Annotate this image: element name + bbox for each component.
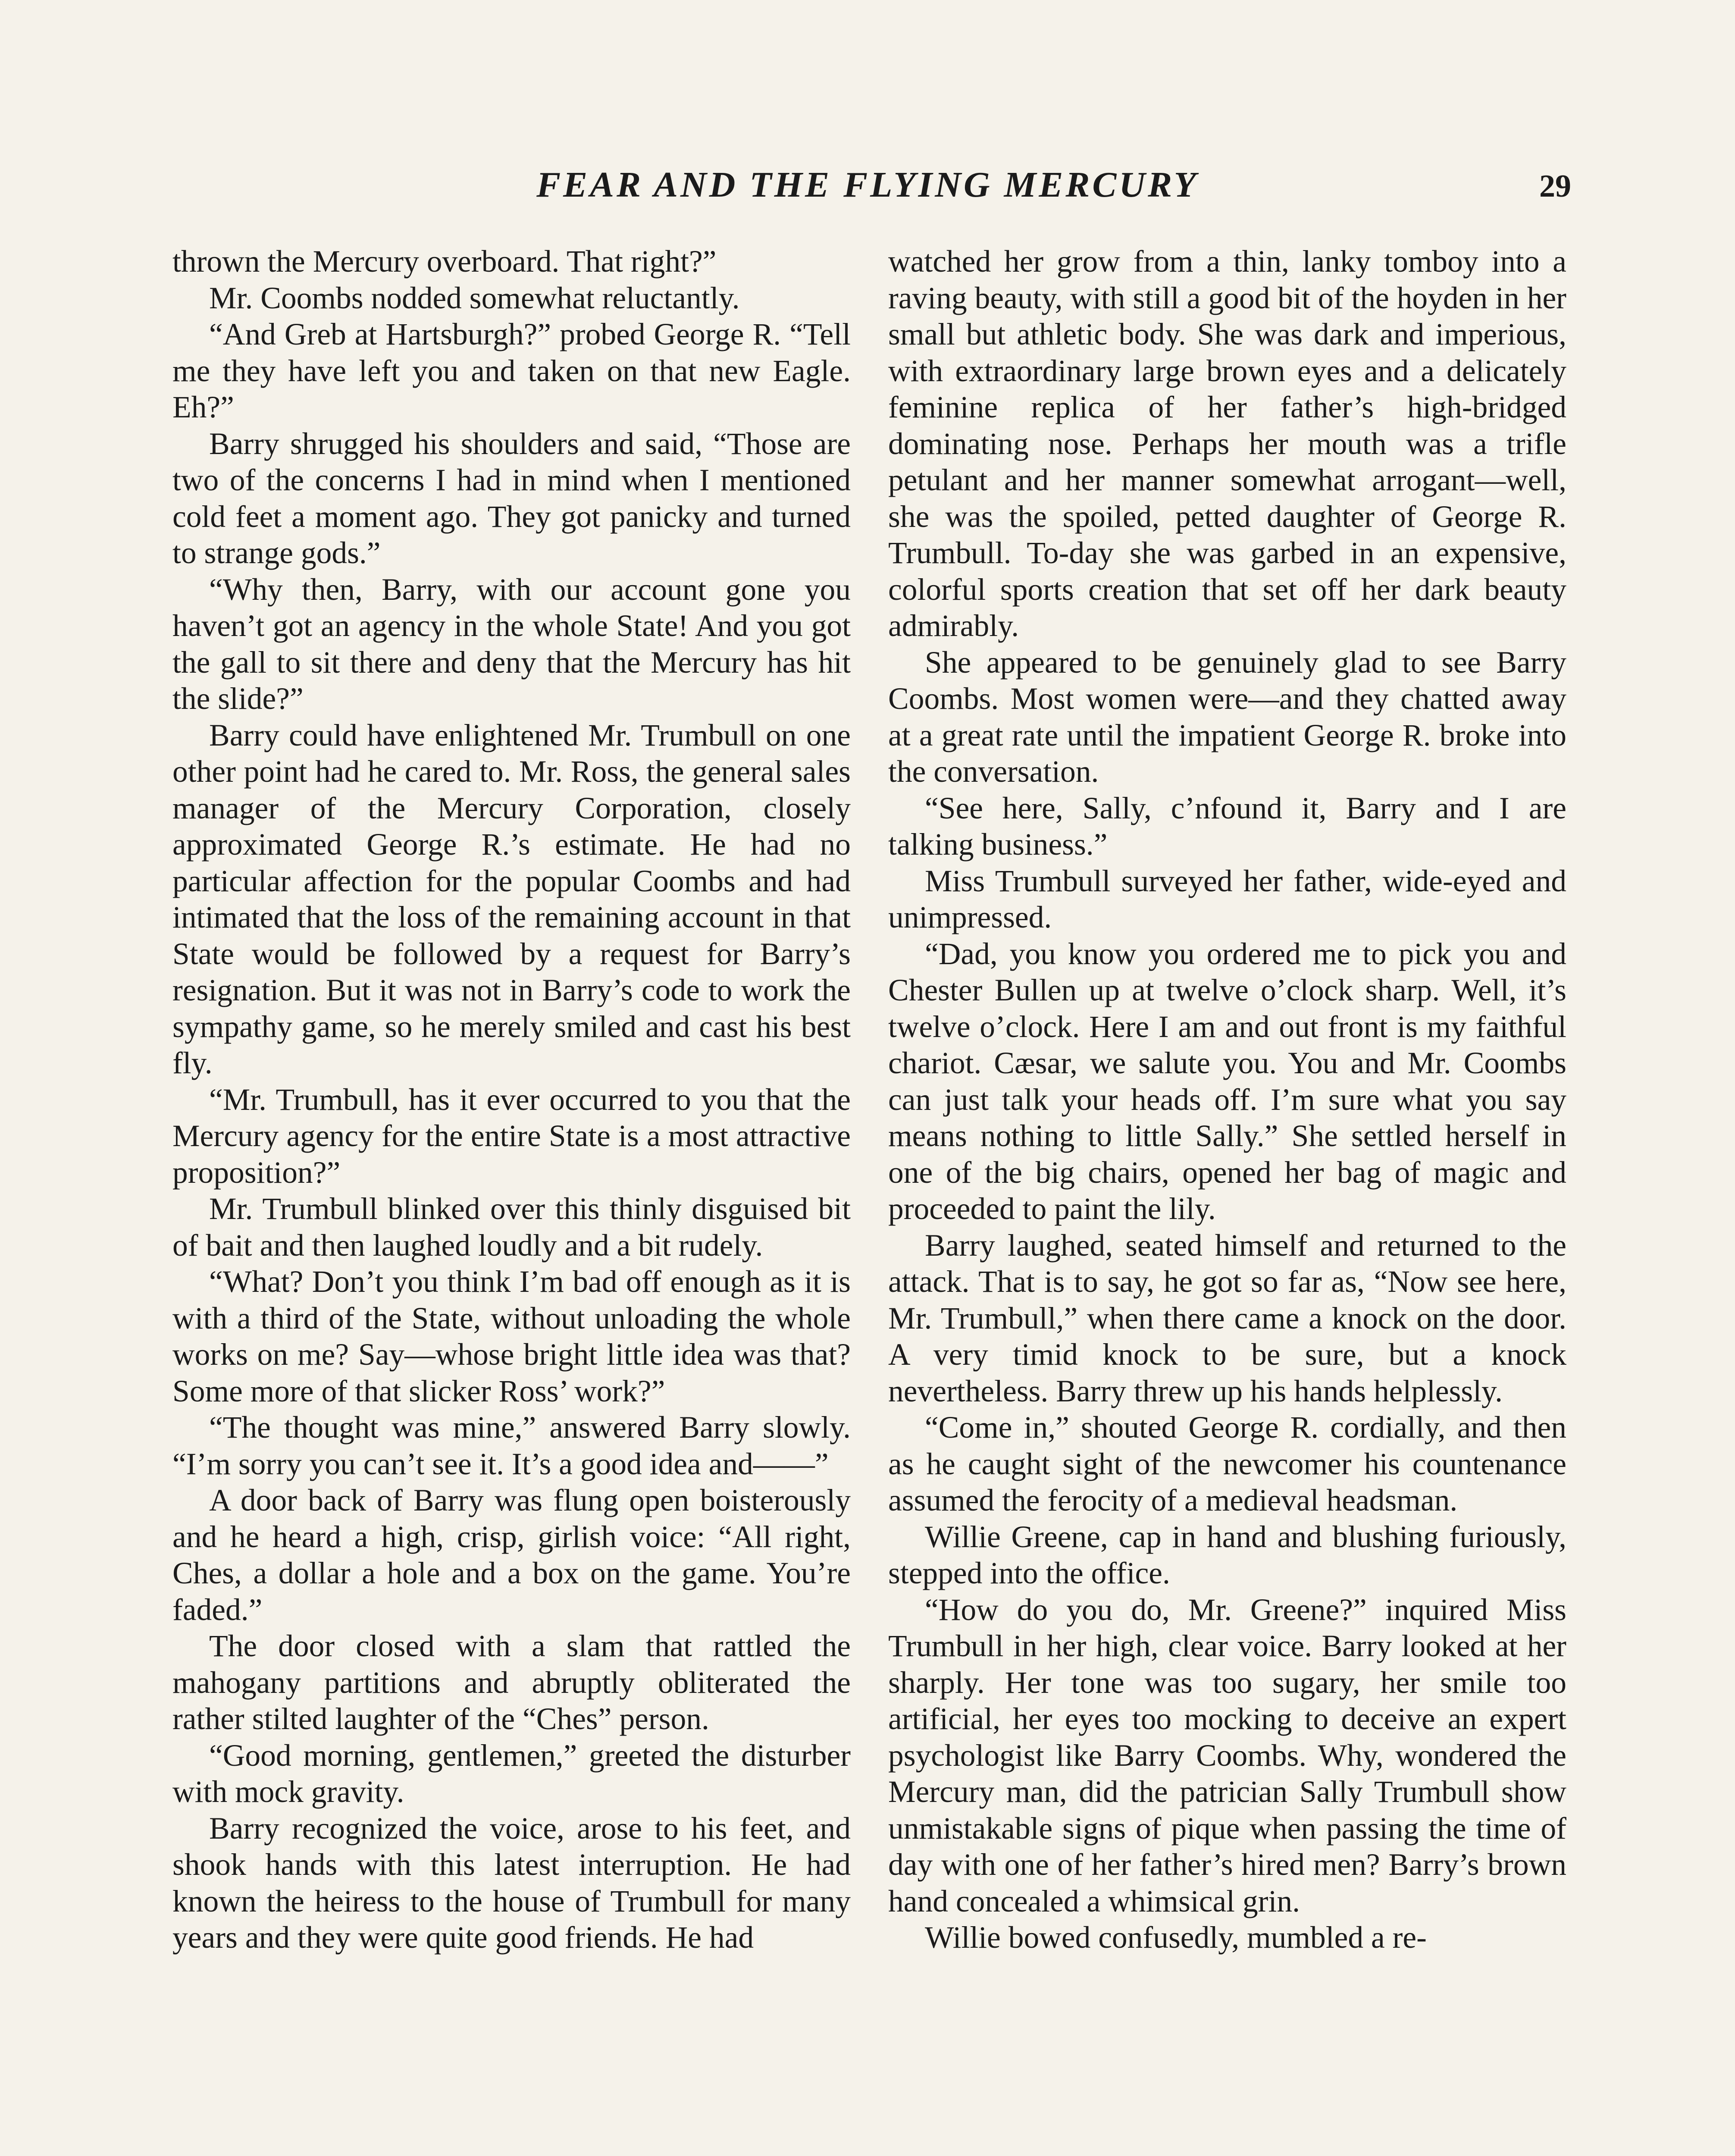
paragraph: Willie Greene, cap in hand and blushing furiously, stepped into the office. (888, 1520, 1566, 1590)
paragraph: A door back of Barry was flung open boisterously and he heard a high, crisp, girlish voice: “All right, Ches, a dollar a hole and a box on the game. You’re faded.” (172, 1483, 851, 1627)
paragraph: Barry laughed, seated himself and returned to the attack. That is to say, he got so far as, “Now see here, Mr. Trumbull,” when there came a knock on the door. A very timid knock to be sure, but a knock nevertheless. Barry threw up his hands helplessly. (888, 1228, 1566, 1408)
paragraph: “Dad, you know you ordered me to pick you and Chester Bullen up at twelve o’clock sharp. Well, it’s twelve o’clock. Here I am and out front is my faithful chariot. Cæsar, we salute you. You and Mr. Coombs can just talk your heads off. I’m sure what you say means nothing to little Sally.” She settled herself in one of the big chairs, opened her bag of magic and proceeded to paint the lily. (888, 937, 1566, 1226)
paragraph: thrown the Mercury overboard. That right?” (172, 244, 717, 279)
paragraph: “Why then, Barry, with our account gone you haven’t got an agency in the whole State! And you got the gall to sit there and deny that the Mercury has hit the slide?” (172, 572, 851, 716)
paragraph: “What? Don’t you think I’m bad off enough as it is with a third of the State, without unloading the whole works on me? Say—whose bright little idea was that? Some more of that slicker Ross’ work?” (172, 1265, 851, 1408)
running-head (0, 164, 1735, 216)
paragraph: Miss Trumbull surveyed her father, wide-eyed and unimpressed. (888, 864, 1566, 934)
paragraph: Barry could have enlightened Mr. Trumbull on one other point had he cared to. Mr. Ross, the general sales manager of the Mercury Corporation, closely approximated George R.’s estimate. He had no particular affection for the popular Coombs and had intimated that the loss of the remaining account in that State would be followed by a request for Barry’s resignation. But it was not in Barry’s code to work the sympathy game, so he merely smiled and cast his best fly. (172, 718, 851, 1080)
paragraph: The door closed with a slam that rattled the mahogany partitions and abruptly obliterated the rather stilted laughter of the “Ches” person. (172, 1629, 851, 1736)
running-head-title: FEAR AND THE FLYING MERCURY (536, 165, 1199, 205)
paragraph: Mr. Coombs nodded somewhat reluctantly. (209, 281, 740, 315)
paragraph: She appeared to be genuinely glad to see Barry Coombs. Most women were—and they chatted away at a great rate until the impatient George R. broke into the conversation. (888, 645, 1566, 789)
paragraph: “And Greb at Hartsburgh?” probed George R. “Tell me they have left you and taken on that new Eagle. Eh?” (172, 317, 851, 424)
paragraph: watched her grow from a thin, lanky tomboy into a raving beauty, with still a good bit of the hoyden in her small but athletic body. She was dark and imperious, with extraordinary large brown eyes and a delicately feminine replica of her father’s high-bridged dominating nose. Perhaps her mouth was a trifle petulant and her manner somewhat arrogant—well, she was the spoiled, petted daughter of George R. Trumbull. To-day she was garbed in an expensive, colorful sports creation that set off her dark beauty admirably. (888, 244, 1566, 643)
paragraph: Mr. Trumbull blinked over this thinly disguised bit of bait and then laughed loudly and a bit rudely. (172, 1192, 851, 1263)
paragraph: “How do you do, Mr. Greene?” inquired Miss Trumbull in her high, clear voice. Barry looked at her sharply. Her tone was too sugary, her smile too artificial, her eyes too mocking to deceive an expert psychologist like Barry Coombs. Why, wondered the Mercury man, did the patrician Sally Trumbull show unmistakable signs of pique when passing the time of day with one of her father’s hired men? Barry’s brown hand concealed a whimsical grin. (888, 1592, 1566, 1918)
paragraph: Barry shrugged his shoulders and said, “Those are two of the concerns I had in mind when I mentioned cold feet a moment ago. They got panicky and turned to strange gods.” (172, 426, 851, 570)
page-number: 29 (1539, 169, 1571, 204)
paragraph: “Good morning, gentlemen,” greeted the disturber with mock gravity. (172, 1738, 851, 1809)
paragraph: “The thought was mine,” answered Barry slowly. “I’m sorry you can’t see it. It’s a good idea and——” (172, 1410, 851, 1481)
paragraph: “Mr. Trumbull, has it ever occurred to you that the Mercury agency for the entire State is a most attractive proposition?” (172, 1082, 851, 1190)
paragraph: Barry recognized the voice, arose to his feet, and shook hands with this latest interruption. He had known the heiress to the house of Trumbull for many years and they were quite good friends. He had (172, 1811, 851, 1955)
paragraph: “See here, Sally, c’nfound it, Barry and I are talking business.” (888, 791, 1566, 862)
left-column (172, 244, 851, 2156)
right-column (888, 244, 1566, 2156)
paragraph: Willie bowed confusedly, mumbled a re- (925, 1921, 1427, 1955)
paragraph: “Come in,” shouted George R. cordially, and then as he caught sight of the newcomer his countenance assumed the ferocity of a medieval headsman. (888, 1410, 1566, 1517)
